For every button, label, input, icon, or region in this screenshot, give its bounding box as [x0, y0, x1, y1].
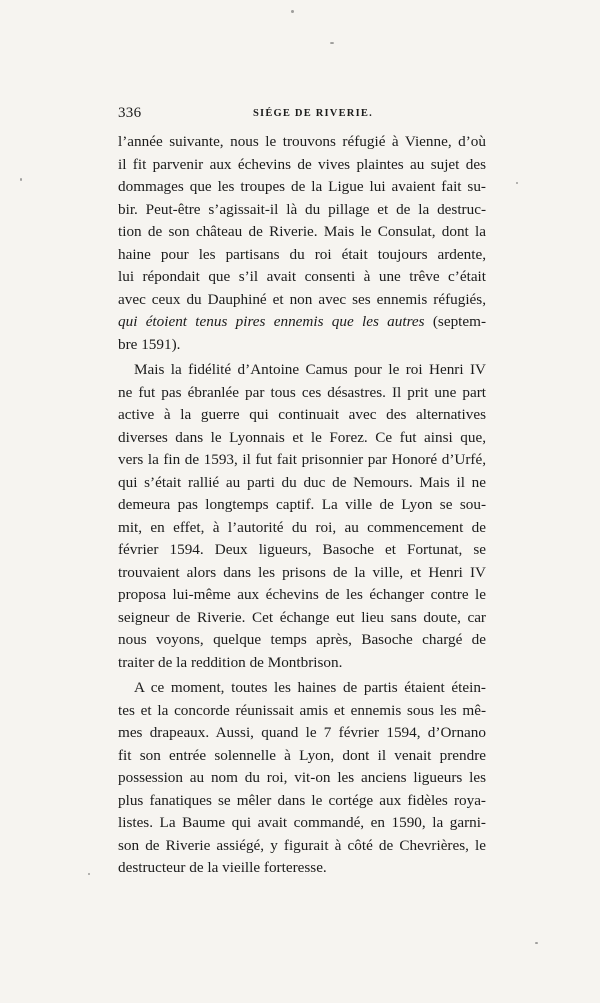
text-line: février 1594. Deux ligueurs, Basoche et Fortunat, se	[118, 541, 486, 558]
paragraph	[118, 677, 486, 880]
running-title: SIÉGE DE RIVERIE.	[253, 108, 373, 119]
text-line: tion de son château de Riverie. Mais le Consulat, dont la	[118, 223, 486, 240]
italic-quote: qui étoient tenus pires ennemis que les autres	[118, 313, 425, 330]
text-line: l’année suivante, nous le trouvons réfugié à Vienne, d’où	[118, 133, 486, 150]
paragraph	[118, 131, 486, 356]
paragraph	[118, 359, 486, 674]
paper-speck	[535, 942, 538, 944]
text-line: ne fut pas ébranlée par tous ces désastres. Il prit une part	[118, 383, 486, 401]
text-line: trouvaient alors dans les prisons de la ville, et Henri IV	[118, 563, 486, 581]
text-line: bir. Peut-être s’agissait-il là du pillage et de la destruc-	[118, 200, 486, 218]
text-line: nous voyons, quelque temps après, Basoche chargé de	[118, 631, 486, 648]
paper-speck	[516, 182, 518, 184]
text-line: plus fanatiques se mêler dans le cortége aux fidèles roya-	[118, 791, 486, 809]
text-line: lui répondait que s’il avait consenti à une trêve c’était	[118, 268, 486, 285]
text-line: destructeur de la vieille forteresse.	[118, 859, 327, 876]
text-line: active à la guerre qui continuait avec des alternatives	[118, 406, 486, 423]
text-line: fit son entrée solennelle à Lyon, dont il venait prendre	[118, 746, 486, 764]
text-line: A ce moment, toutes les haines de partis étaient étein-	[134, 679, 486, 696]
text-line: traiter de la reddition de Montbrison.	[118, 653, 343, 671]
text-line	[118, 311, 486, 334]
text-line: bre 1591).	[118, 335, 181, 353]
paper-speck	[88, 873, 90, 875]
text-line: mes drapeaux. Aussi, quand le 7 février 1594, d’Ornano	[118, 724, 486, 741]
text-line: son de Riverie assiégé, y figurait à côté de Chevrières, le	[118, 836, 486, 854]
text-line: Mais la fidélité d’Antoine Camus pour le roi Henri IV	[134, 361, 486, 378]
text-line: mit, en effet, à l’autorité du roi, au commencement de	[118, 518, 486, 536]
text-line: vers la fin de 1593, il fut fait prisonnier par Honoré d’Urfé,	[118, 451, 486, 468]
text-line: seigneur de Riverie. Cet échange eut lieu sans doute, car	[118, 608, 486, 626]
page-number: 336	[118, 105, 142, 121]
text-line: possession au nom du roi, vit-on les anciens ligueurs les	[118, 769, 486, 786]
page-header	[118, 103, 488, 127]
text-line: qui s’était rallié au parti du duc de Nemours. Mais il ne	[118, 473, 486, 491]
text-fragment: (septem-	[424, 313, 486, 330]
body-text	[118, 131, 486, 880]
text-line: demeura pas longtemps captif. La ville de Lyon se sou-	[118, 496, 486, 513]
text-line: haine pour les partisans du roi était toujours ardente,	[118, 245, 486, 263]
text-line: listes. La Baume qui avait commandé, en 1590, la garni-	[118, 814, 486, 831]
paper-speck	[291, 10, 294, 13]
text-line: dommages que les troupes de la Ligue lui avaient fait su-	[118, 178, 486, 195]
paper-speck	[330, 42, 334, 44]
text-line: proposa lui-même aux échevins de les échanger contre le	[118, 586, 486, 603]
text-line: il fit parvenir aux échevins de vives plaintes au sujet des	[118, 155, 486, 173]
text-line: diverses dans le Lyonnais et le Forez. Ce fut ainsi que,	[118, 428, 486, 446]
text-line: tes et la concorde réunissait amis et ennemis sous les mê-	[118, 701, 486, 719]
paper-speck	[20, 178, 22, 181]
text-line: avec ceux du Dauphiné et non avec ses ennemis réfugiés,	[118, 290, 486, 308]
